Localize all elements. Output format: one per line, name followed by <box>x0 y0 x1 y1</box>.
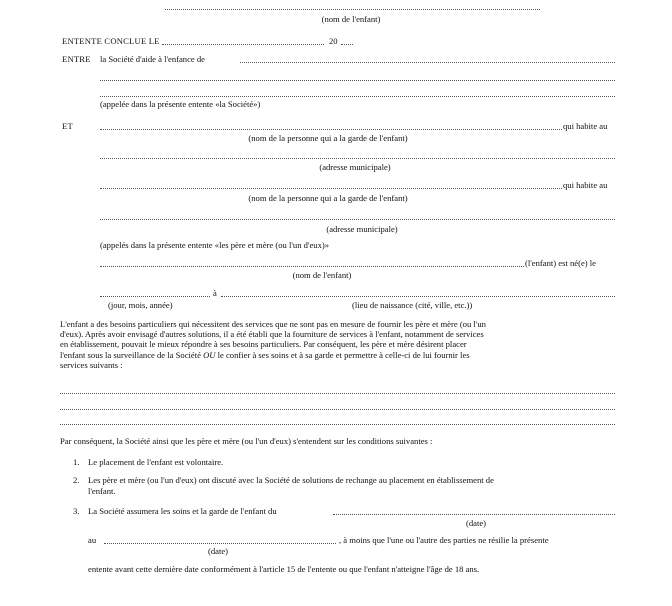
condition-1-number: 1. <box>73 457 80 467</box>
guardian-2-name-label: (nom de la personne qui a la garde de l'enfant) <box>248 193 408 203</box>
needs-line-2: d'eux). Après avoir envisagé d'autres solutions, il a été établi que la fourniture de services à l'enfant, notamment de services <box>60 329 484 340</box>
needs-paragraph <box>60 319 620 370</box>
society-alias-label: (appelée dans la présente entente «la Société») <box>100 99 261 109</box>
child-name-label: (nom de l'enfant) <box>292 270 352 280</box>
birthplace-field[interactable] <box>221 296 615 297</box>
birthplace-at-label: à <box>213 288 217 298</box>
child-name-top-field[interactable] <box>165 9 540 10</box>
birth-date-label: (jour, mois, année) <box>108 300 173 310</box>
society-line-3[interactable] <box>100 96 615 97</box>
child-name-field[interactable] <box>100 266 524 267</box>
condition-3-text: La Société assumera les soins et la garde de l'enfant du <box>88 506 277 516</box>
child-born-suffix: (l'enfant) est né(e) le <box>525 258 596 268</box>
agreement-day-field[interactable] <box>162 44 324 45</box>
guardian-1-lives-at: qui habite au <box>563 121 608 131</box>
guardian-2-lives-at: qui habite au <box>563 180 608 190</box>
final-line: entente avant cette dernière date conformément à l'article 15 de l'entente ou que l'enfant n'atteigne l'âge de 18 ans. <box>88 564 480 574</box>
needs-line-3: en établissement, pouvait le mieux répondre à ses besoins particuliers. Par conséquent, les père et mère désirent placer <box>60 339 467 350</box>
birthplace-label: (lieu de naissance (cité, ville, etc.)) <box>352 300 473 310</box>
needs-line-5: services suivants : <box>60 359 123 370</box>
society-line-2[interactable] <box>100 80 615 81</box>
services-line-2[interactable] <box>60 409 615 410</box>
services-line-3[interactable] <box>60 424 615 425</box>
child-name-top-label: (nom de l'enfant) <box>321 14 381 24</box>
care-start-date-label: (date) <box>465 518 487 528</box>
unless-text: , à moins que l'une ou l'autre des parties ne résilie la présente <box>339 535 549 545</box>
services-line-1[interactable] <box>60 393 615 394</box>
agreement-year-prefix: 20 <box>329 36 338 46</box>
condition-2-line-1: Les père et mère (ou l'un d'eux) ont discuté avec la Société de solutions de rechange au placement en établissement de <box>88 475 494 485</box>
and-label: ET <box>62 121 73 131</box>
between-label: ENTRE <box>62 54 91 64</box>
birth-date-field[interactable] <box>100 296 210 297</box>
needs-line-1: L'enfant a des besoins particuliers qui nécessitent des services que ne sont pas en mesure de fournir les père et mère (ou l'un <box>60 319 486 329</box>
care-end-date-label: (date) <box>207 546 229 556</box>
condition-1-text: Le placement de l'enfant est volontaire. <box>88 457 224 467</box>
until-label: au <box>88 535 97 545</box>
needs-line-4-a: l'enfant sous la surveillance de la Société <box>60 349 204 360</box>
guardian-2-name-field[interactable] <box>100 188 562 189</box>
guardian-1-address-label: (adresse municipale) <box>319 162 391 172</box>
needs-line-4 <box>60 350 620 360</box>
guardian-2-address-field[interactable] <box>100 219 615 220</box>
guardian-2-address-label: (adresse municipale) <box>326 224 398 234</box>
care-end-date-field[interactable] <box>104 543 336 544</box>
conditions-intro: Par conséquent, la Société ainsi que les père et mère (ou l'un d'eux) s'entendent sur les conditions suivantes : <box>60 436 433 446</box>
condition-2-number: 2. <box>73 475 80 485</box>
society-label: la Société d'aide à l'enfance de <box>100 54 205 64</box>
condition-3-number: 3. <box>73 506 80 516</box>
parents-alias-label: (appelés dans la présente entente «les père et mère (ou l'un d'eux)» <box>100 240 330 250</box>
condition-2-line-2: l'enfant. <box>88 486 116 496</box>
needs-line-4-b: le confier à ses soins et à sa garde et permettre à celle-ci de lui fournir les <box>215 349 470 360</box>
needs-line-4-or: OU <box>203 349 216 360</box>
guardian-1-name-field[interactable] <box>100 129 562 130</box>
care-start-date-field[interactable] <box>333 514 615 515</box>
guardian-1-name-label: (nom de la personne qui a la garde de l'enfant) <box>248 133 408 143</box>
agreement-concluded-label: ENTENTE CONCLUE LE <box>62 36 160 46</box>
guardian-1-address-field[interactable] <box>100 158 615 159</box>
society-name-field[interactable] <box>240 62 615 63</box>
agreement-year-field[interactable] <box>341 44 353 45</box>
